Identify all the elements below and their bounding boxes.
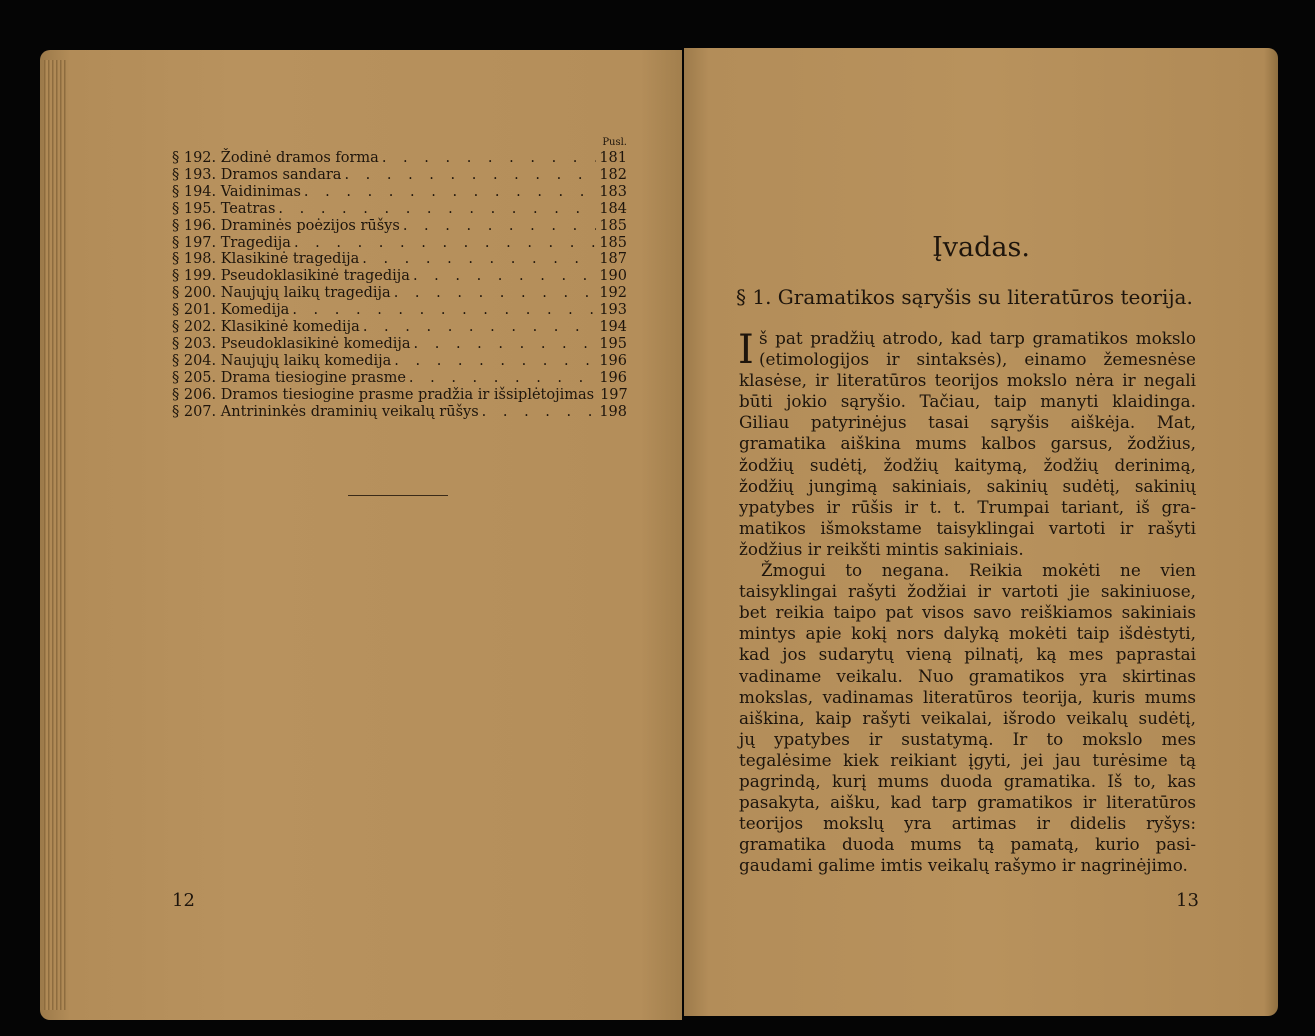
toc-page: 194 xyxy=(599,319,627,336)
toc-page: 187 xyxy=(599,251,627,268)
toc-page: 192 xyxy=(599,285,627,302)
toc-title: Klasikinė komedija xyxy=(220,319,360,336)
toc-leader-dots xyxy=(482,404,597,421)
toc-entry xyxy=(172,150,627,167)
toc-section-number: § 195. xyxy=(172,200,217,217)
toc-leader-dots xyxy=(362,251,596,268)
toc-title: Dramos tiesiogine prasme pradžia ir išsiplėtojimas xyxy=(220,386,595,403)
toc-entry xyxy=(172,285,627,302)
section-divider xyxy=(348,495,448,496)
toc-leader-dots xyxy=(304,184,596,201)
page-number-right: 13 xyxy=(1176,890,1199,911)
text-line: bet reikia taipo pat visos savo reiškiamos sakiniais xyxy=(739,602,1196,623)
drop-cap: I xyxy=(738,327,754,373)
toc-leader-dots xyxy=(413,268,596,285)
text-line: mokslas, vadinamas literatūros teorija, kuris mums xyxy=(739,686,1196,707)
text-line: gramatika duoda mums tą pamatą, kurio pasi- xyxy=(739,834,1196,855)
toc-entry xyxy=(172,302,627,319)
toc-entry xyxy=(172,167,627,184)
toc-entry xyxy=(172,218,627,235)
text-line: mintys apie kokį nors dalyką mokėti taip išdėstyti, xyxy=(739,623,1196,644)
toc-page: 190 xyxy=(599,268,627,285)
toc-section-number: § 193. xyxy=(172,166,217,183)
text-line: žodžių sudėtį, žodžių kaitymą, žodžių derinimą, xyxy=(739,454,1196,475)
toc-page: 182 xyxy=(599,166,627,183)
chapter-title: Įvadas. xyxy=(932,232,1030,263)
toc-entry xyxy=(172,404,627,421)
toc-section-number: § 192. xyxy=(172,150,217,166)
toc-leader-dots xyxy=(414,336,597,353)
toc-title: Naujųjų laikų tragedija xyxy=(220,285,391,302)
toc-title: Dramos sandara xyxy=(220,166,342,183)
toc-section-number: § 205. xyxy=(172,369,217,386)
text-line: taisyklingai rašyti žodžiai ir vartoti jie sakiniuose, xyxy=(739,581,1196,602)
toc-section-number: § 194. xyxy=(172,183,217,200)
toc-entry xyxy=(172,184,627,201)
toc-section-number: § 204. xyxy=(172,352,217,369)
toc-page: 198 xyxy=(599,403,627,420)
toc-entry xyxy=(172,235,627,252)
toc-entry xyxy=(172,201,627,218)
text-line: teorijos mokslų yra artimas ir didelis ryšys: xyxy=(739,813,1196,834)
text-line: būti jokio sąryšio. Tačiau, taip manyti klaidinga. xyxy=(739,391,1196,412)
text-line: kad jos sudarytų vieną pilnatį, ką mes paprastai xyxy=(739,644,1196,665)
toc-page-header: Pusl. xyxy=(602,137,627,148)
toc-title: Teatras xyxy=(220,200,276,217)
toc-leader-dots xyxy=(394,353,596,370)
toc-leader-dots xyxy=(292,302,596,319)
toc-leader-dots xyxy=(278,201,596,218)
text-line: gramatika aiškina mums kalbos garsus, žodžius, xyxy=(739,433,1196,454)
toc-section-number: § 200. xyxy=(172,285,217,302)
toc-title: Antrininkės draminių veikalų rūšys xyxy=(220,403,479,420)
toc-section-number: § 207. xyxy=(172,403,217,420)
section-heading: § 1. Gramatikos sąryšis su literatūros teorija. xyxy=(736,285,1193,309)
toc-page: 193 xyxy=(599,302,627,319)
text-line: matikos išmokstame taisyklingai vartoti ir rašyti xyxy=(739,517,1196,538)
toc-leader-dots xyxy=(382,150,596,167)
toc-page: 197 xyxy=(600,386,628,403)
toc-title: Tragedija xyxy=(220,234,291,251)
toc-title: Pseudoklasikinė tragedija xyxy=(220,268,410,285)
toc-title: Komedija xyxy=(220,302,290,319)
toc-page: 183 xyxy=(599,183,627,200)
toc-entry xyxy=(172,387,627,404)
toc-entry xyxy=(172,268,627,285)
text-line: vadiname veikalu. Nuo gramatikos yra skirtinas xyxy=(739,665,1196,686)
page-number-left: 12 xyxy=(172,890,195,911)
toc-title: Draminės poėzijos rūšys xyxy=(220,217,400,234)
toc-leader-dots xyxy=(409,370,596,387)
text-line: (etimologijos ir sintaksės), einamo žemesnėse xyxy=(759,349,1196,370)
toc-page: 196 xyxy=(599,369,627,386)
toc-page: 184 xyxy=(599,200,627,217)
toc-section-number: § 198. xyxy=(172,251,217,268)
toc-section-number: § 201. xyxy=(172,302,217,319)
toc-title: Naujųjų laikų komedija xyxy=(220,352,392,369)
text-line: tegalėsime kiek reikiant įgyti, jei jau turėsime tą xyxy=(739,749,1196,770)
toc-title: Drama tiesiogine prasme xyxy=(220,369,406,386)
toc-entry xyxy=(172,336,627,353)
toc-section-number: § 203. xyxy=(172,335,217,352)
toc-page: 195 xyxy=(599,335,627,352)
toc-title: Vaidinimas xyxy=(220,183,301,200)
toc-page: 185 xyxy=(599,234,627,251)
toc-title: Pseudoklasikinė komedija xyxy=(220,335,411,352)
text-line: š pat pradžių atrodo, kad tarp gramatikos mokslo xyxy=(759,328,1196,348)
text-line: ypatybes ir rūšis ir t. t. Trumpai tariant, iš gra- xyxy=(739,496,1196,517)
toc-title: Klasikinė tragedija xyxy=(220,251,360,268)
text-line: žodžius ir reikšti mintis sakiniais. xyxy=(739,538,1024,559)
toc-leader-dots xyxy=(294,235,596,252)
text-line: jų ypatybes ir sustatymą. Ir to mokslo mes xyxy=(739,728,1196,749)
toc-entry xyxy=(172,370,627,387)
toc-title: Žodinė dramos forma xyxy=(220,150,379,166)
table-of-contents xyxy=(172,136,627,421)
body-text xyxy=(739,328,1196,876)
toc-entry xyxy=(172,319,627,336)
text-line: aiškina, kaip rašyti veikalai, išrodo veikalų sudėtį, xyxy=(739,707,1196,728)
toc-page: 196 xyxy=(599,352,627,369)
toc-leader-dots xyxy=(403,218,596,235)
toc-leader-dots xyxy=(394,285,597,302)
toc-page: 185 xyxy=(599,217,627,234)
text-line: klasėse, ir literatūros teorijos mokslo nėra ir negali xyxy=(739,370,1196,391)
toc-section-number: § 197. xyxy=(172,234,217,251)
text-line: pasakyta, aišku, kad tarp gramatikos ir literatūros xyxy=(739,792,1196,813)
toc-section-number: § 196. xyxy=(172,217,217,234)
text-line: pagrindą, kurį mums duoda gramatika. Iš to, kas xyxy=(739,770,1196,791)
toc-entry xyxy=(172,353,627,370)
text-line: Žmogui to negana. Reikia mokėti ne vien xyxy=(761,560,1196,581)
text-line: gaudami galime imtis veikalų rašymo ir nagrinėjimo. xyxy=(739,855,1188,876)
toc-page: 181 xyxy=(599,150,627,166)
toc-section-number: § 202. xyxy=(172,319,217,336)
toc-leader-dots xyxy=(363,319,596,336)
toc-section-number: § 206. xyxy=(172,386,217,403)
page-edges xyxy=(44,60,66,1010)
toc-entry xyxy=(172,251,627,268)
text-line: žodžių jungimą sakiniais, sakinių sudėtį, sakinių xyxy=(739,475,1196,496)
text-line: Giliau patyrinėjus tasai sąryšis aiškėja. Mat, xyxy=(739,412,1196,433)
toc-leader-dots xyxy=(344,167,596,184)
toc-section-number: § 199. xyxy=(172,268,217,285)
